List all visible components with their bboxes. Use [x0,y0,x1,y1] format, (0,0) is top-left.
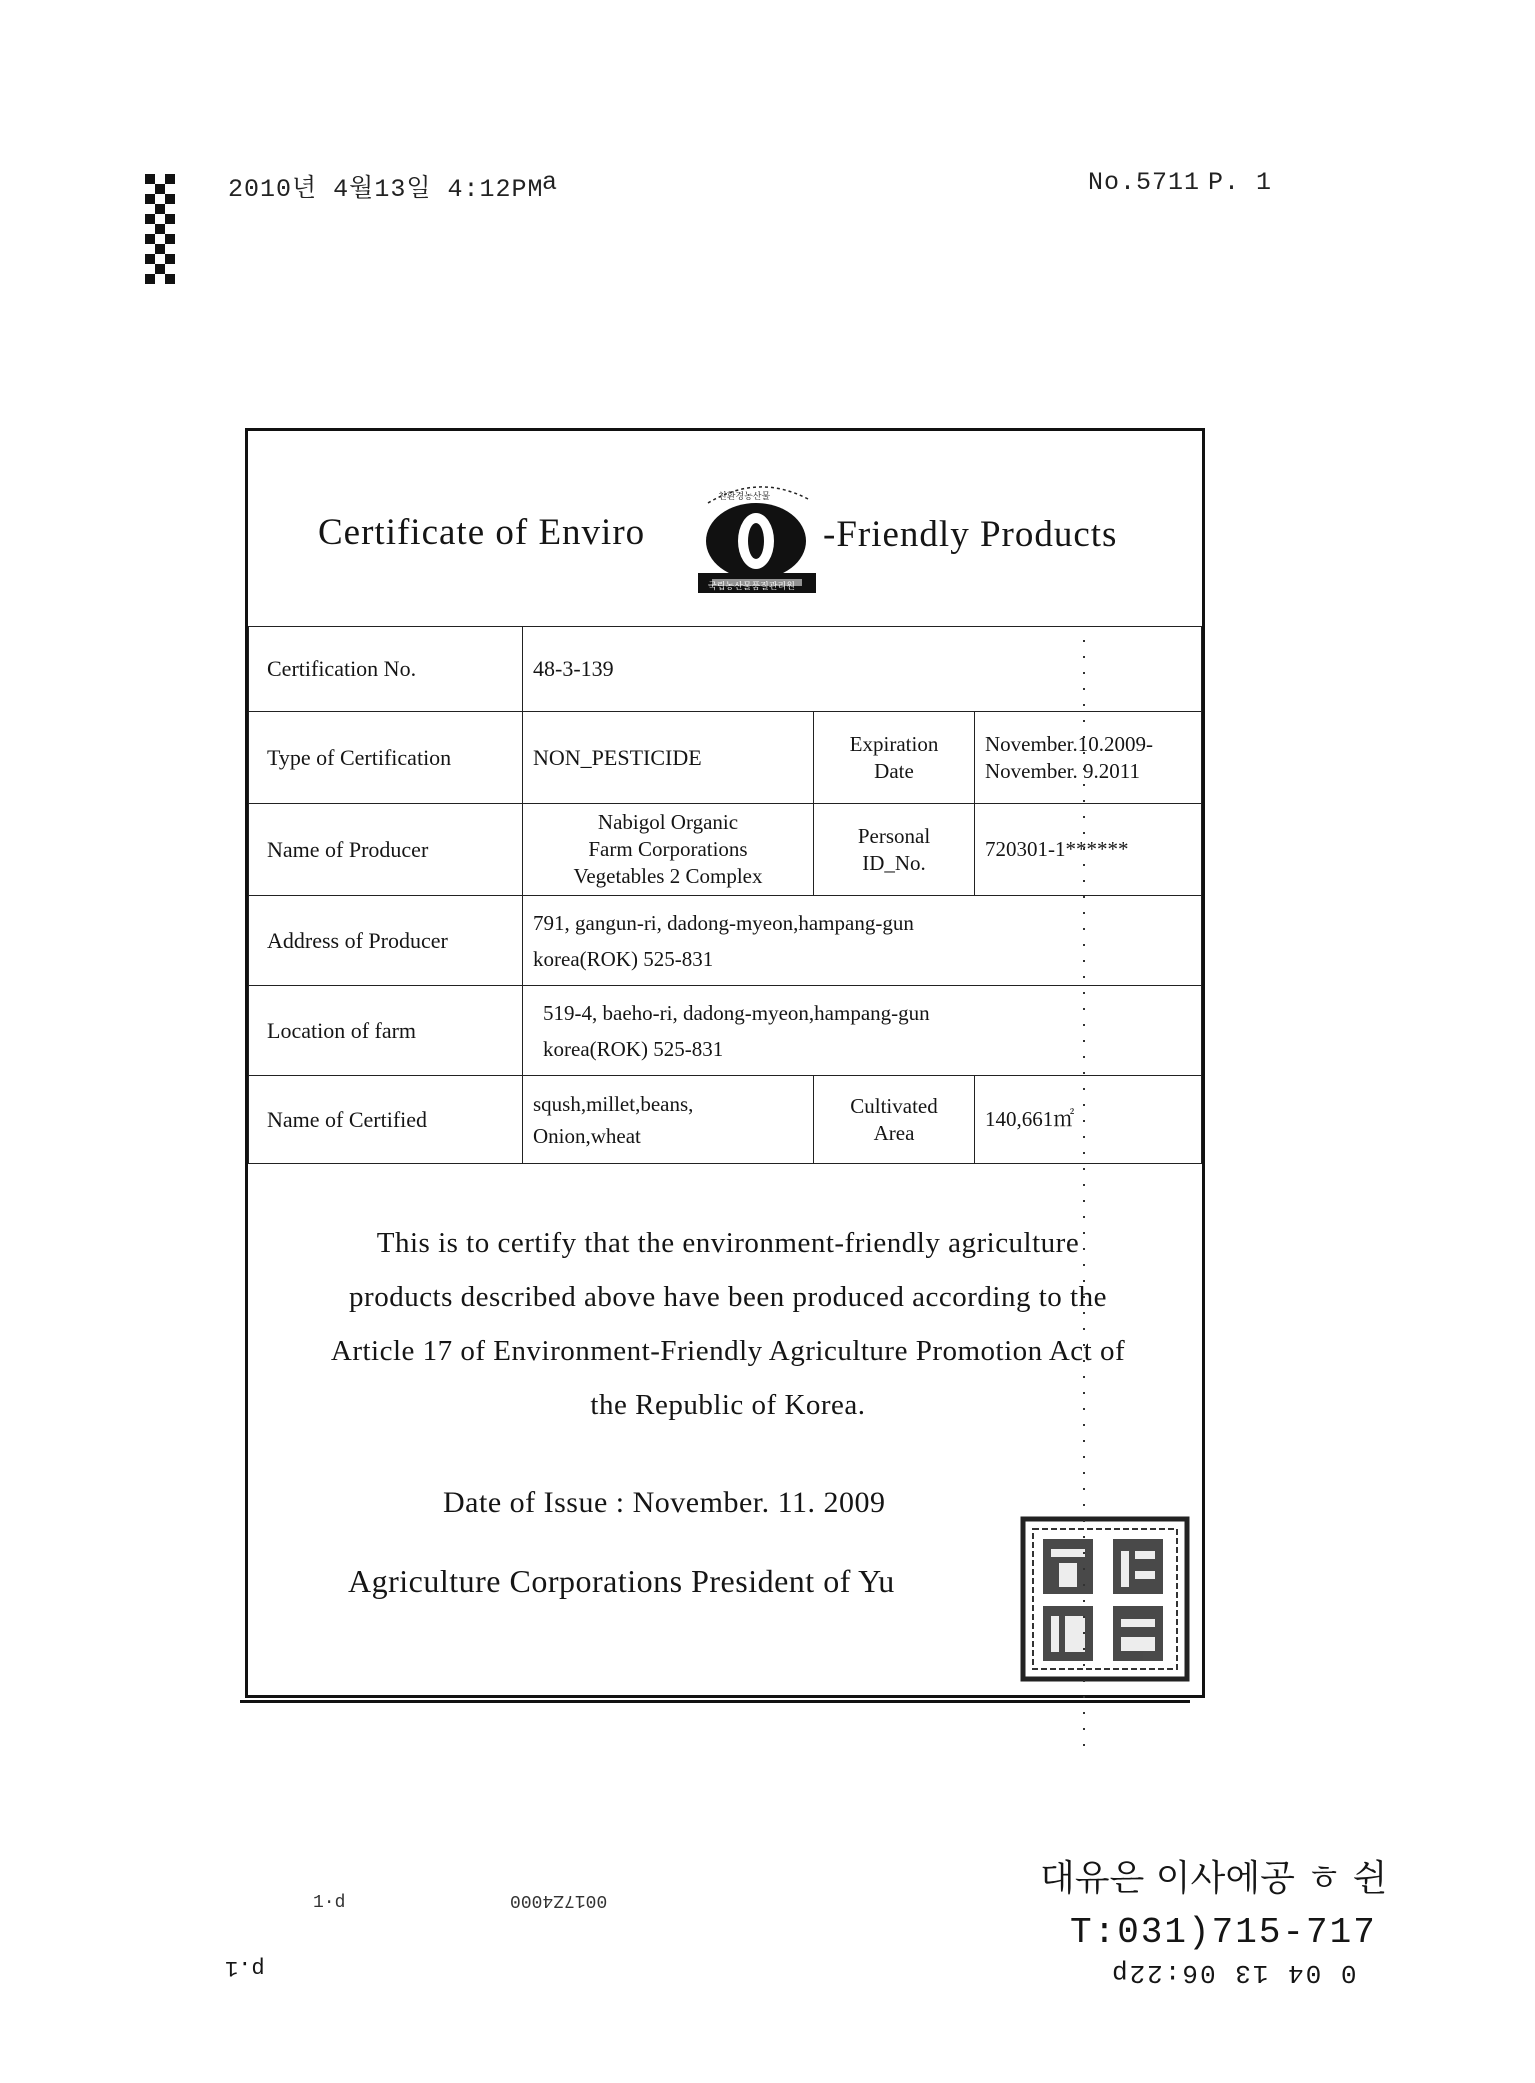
date-of-issue [443,1486,885,1520]
row-certified [249,1076,1202,1164]
fax-mark: a [542,168,559,197]
area-value: 140,661㎡ [975,1076,1202,1164]
certified-value-2: Onion,wheat [533,1123,641,1148]
sender-phone: T:031)715-717 [1070,1912,1377,1953]
producer-value-1: Nabigol Organic [597,810,739,834]
statement-line-1: This is to certify that the environment-friendly agriculture [376,1227,1080,1259]
certification-no-value: 48-3-139 [523,627,1202,712]
expiration-label [814,712,975,804]
personal-id-label-1: Personal [857,823,931,848]
row-certification-no [249,627,1202,712]
personal-id-label [814,804,975,896]
certificate-frame [245,428,1205,1698]
producer-label: Name of Producer [249,804,523,896]
address-value-1: 791, gangun-ri, dadong-myeon,hampang-gun [533,910,914,935]
row-producer [249,804,1202,896]
certified-value [523,1076,814,1164]
issue-label: Date of Issue [443,1486,608,1519]
footer-small-left: 1·d [313,1893,346,1913]
statement-line-4: the Republic of Korea. [590,1389,866,1421]
certified-value-1: sqush,millet,beans, [533,1091,694,1116]
issuer-signature-line: Agriculture Corporations President of Yu [348,1563,895,1599]
fax-datetime: 2010년 4월13일 4:12PM [228,175,544,204]
title-left: Certificate of Enviro [318,512,646,553]
personal-id-label-2: ID_No. [862,850,926,875]
row-address [249,896,1202,986]
fax-number: No.5711 [1088,168,1201,197]
fax-dotted-line [1080,640,1088,1760]
area-label-1: Cultivated [850,1093,938,1118]
expiration-label-1: Expiration [849,731,939,756]
producer-value [523,804,814,896]
issue-separator: : [615,1486,625,1519]
row-farm-location [249,986,1202,1076]
eco-certification-logo [678,471,838,596]
certification-statement [268,1216,1188,1432]
statement-line-2: products described above have been produced according to the [349,1281,1107,1313]
official-seal-stamp [1015,1511,1195,1686]
certified-label: Name of Certified [249,1076,523,1164]
farm-location-value-2: korea(ROK) 525-831 [543,1036,724,1061]
farm-location-value-1: 519-4, baeho-ri, dadong-myeon,hampang-gun [543,1000,930,1025]
farm-location-label: Location of farm [249,986,523,1076]
certificate-title [318,511,1118,555]
producer-value-3: Vegetables 2 Complex [573,864,763,888]
area-label [814,1076,975,1164]
row-type [249,712,1202,804]
logo-text: 친환경농산물 [718,492,771,502]
personal-id-value: 720301-1****** [975,804,1202,896]
producer-value-2: Farm Corporations [588,837,748,861]
logo-banner: 국립농산물품질관리원 [708,582,795,592]
certificate-bottom-rule [240,1700,1190,1703]
certificate-info-table [248,626,1202,1164]
sender-stamp-name: 대유은 이사에공 ㅎ 쉰 [1040,1858,1388,1899]
expiration-value [975,712,1202,804]
fax-checker-mark [145,174,181,294]
address-value-2: korea(ROK) 525-831 [533,946,714,971]
fax-page: P. 1 [1208,168,1273,197]
rotated-fax-timestamp: 0 04 13 06:22p [1110,1958,1357,1988]
issue-date: November. 11. 2009 [632,1486,886,1519]
expiration-label-2: Date [874,758,914,783]
address-label: Address of Producer [249,896,523,986]
title-right: -Friendly Products [823,514,1118,555]
area-label-2: Area [873,1120,915,1145]
type-value: NON_PESTICIDE [523,712,814,804]
farm-location-value [523,986,1202,1076]
expiration-value-1: November.10.2009- [985,731,1153,756]
footer-small-mid: 0017Z4000 [510,1890,608,1910]
certification-no-label: Certification No. [249,627,523,712]
type-label: Type of Certification [249,712,523,804]
statement-line-3: Article 17 of Environment-Friendly Agriculture Promotion Act of [330,1335,1126,1367]
address-value [523,896,1202,986]
page-corner-mark: p.1 [225,1955,265,1980]
expiration-value-2: November. 9.2011 [985,758,1140,783]
